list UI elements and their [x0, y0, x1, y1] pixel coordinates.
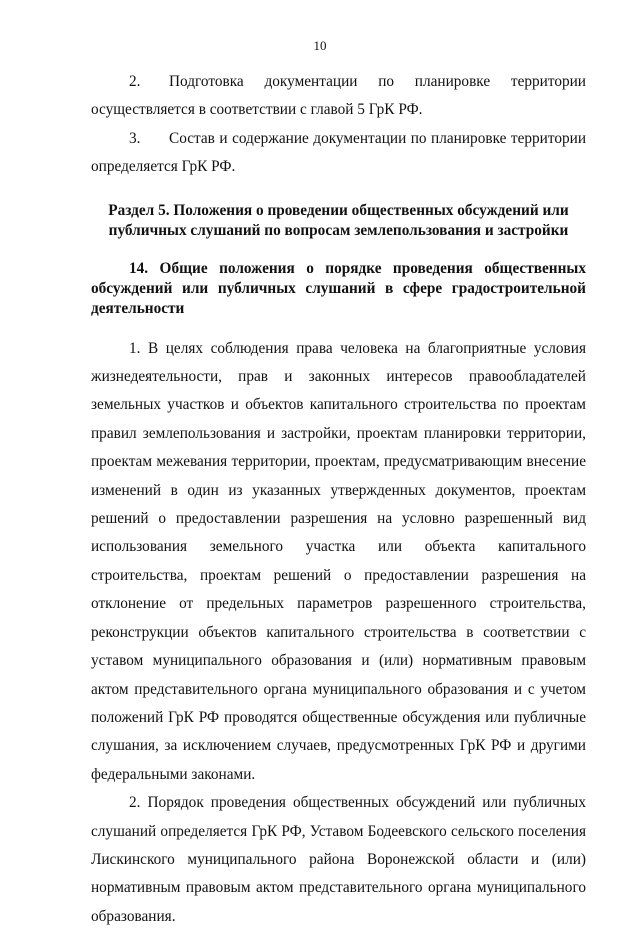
- clause-title: 14. Общие положения о порядке проведения общественных обсуждений или публичных слушаний в сфере градостроительной деятельности: [91, 259, 586, 317]
- page-number: 10: [313, 38, 327, 53]
- paragraph-1: 1. В целях соблюдения права человека на благоприятные условия жизнедеятельности, прав и законных интересов правообладателей земельных участков и объектов капитального строительства по проектам правил землепользования и застройки, проектам планировки территории, проектам межевания территории, проектам, предусматривающим внесение изменений в один из указанных утвержденных документов, проектам решений о предоставлении разрешения на условно разрешенный вид использования земельного участка или объекта капитального строительства, проектам решений о предоставлении разрешения на отклонение от предельных параметров разрешенного строительства, реконструкции объектов капитального строительства в соответствии с уставом муниципального образования и (или) нормативным правовым актом представительного органа муниципального образования и с учетом положений ГрК РФ проводятся общественные обсуждения или публичные слушания, за исключением случаев, предусмотренных ГрК РФ и другими федеральными законами.: [91, 339, 586, 783]
- spacer: [91, 182, 586, 201]
- spacer: [91, 241, 586, 259]
- spacer: [91, 319, 586, 335]
- item-text: Подготовка документации по планировке территории осуществляется в соответствии с главой 5 ГрК РФ.: [91, 73, 586, 119]
- paragraph-2: 2. Порядок проведения общественных обсуждений или публичных слушаний определяется ГрК РФ, Уставом Бодеевского сельского поселения Лискинского муниципального района Воронежской области и (или) нормативным правовым актом представительного органа муниципального образования.: [91, 794, 586, 925]
- item-number: 3.: [129, 129, 141, 147]
- section-title: Раздел 5. Положения о проведении общественных обсуждений или публичных слушаний по вопросам землепользования и застройки: [108, 201, 569, 239]
- item-number: 2.: [129, 73, 141, 90]
- numbered-item-2: [91, 68, 586, 125]
- page-content: [91, 68, 586, 931]
- numbered-item-3: [91, 125, 586, 182]
- item-text: Состав и содержание документации по планировке территории определяется ГрК РФ.: [91, 129, 586, 176]
